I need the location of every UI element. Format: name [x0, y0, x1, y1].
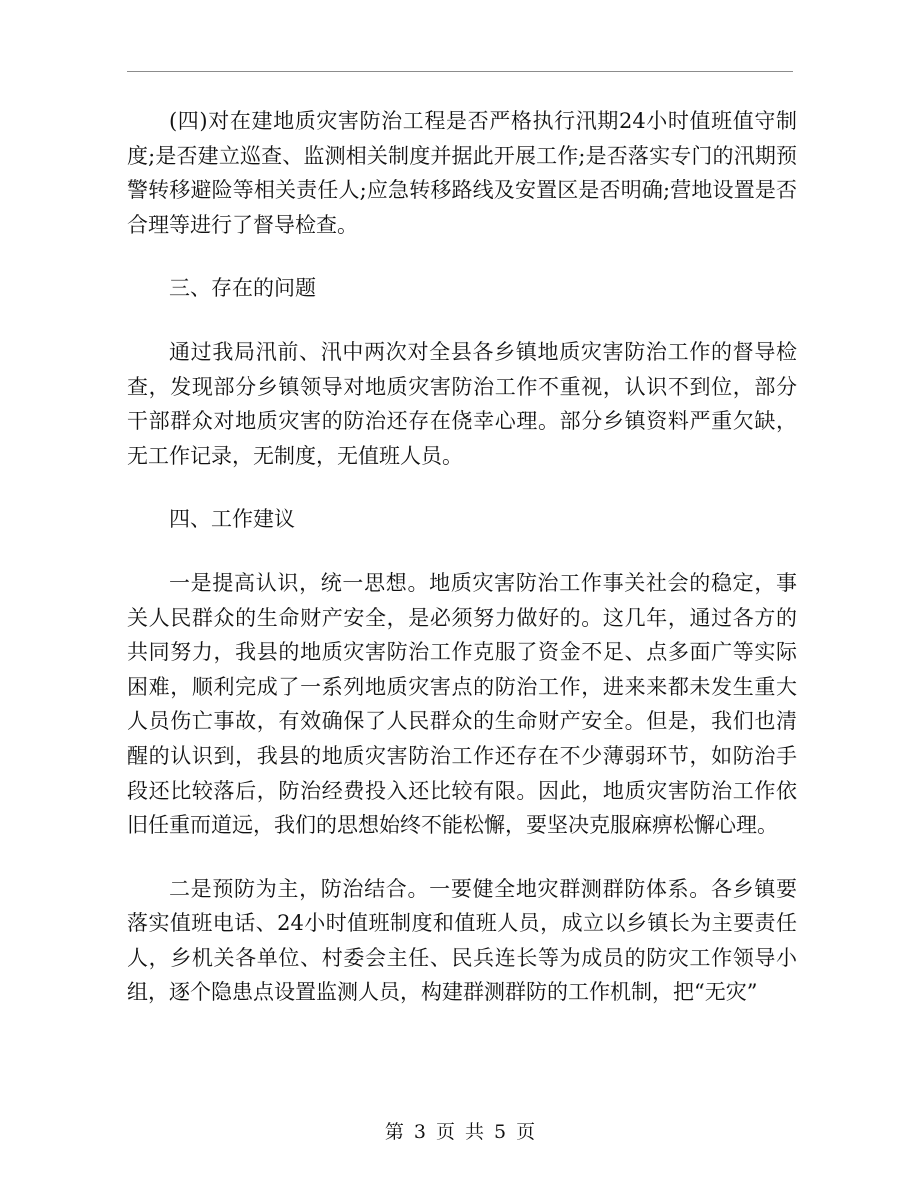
page-number-footer: 第 3 页 共 5 页 [384, 1121, 536, 1143]
paragraph-suggestion-2: 二是预防为主，防治结合。一要健全地灾群测群防体系。各乡镇要落实值班电话、24小时值班制度和值班人员，成立以乡镇长为主要责任人，乡机关各单位、村委会主任、民兵连长等为成员的防灾工作领导小组，逐个隐患点设置监测人员，构建群测群防的工作机制，把“无灾” [127, 876, 797, 1005]
section-heading-suggestions: 四、工作建议 [169, 507, 295, 532]
paragraph-inspection-4: (四)对在建地质灾害防治工程是否严格执行汛期24小时值班值守制度;是否建立巡查、监测相关制度并据此开展工作;是否落实专门的汛期预警转移避险等相关责任人;应急转移路线及安置区是否明确;营地设置是否合理等进行了督导检查。 [127, 109, 797, 237]
paragraph-suggestion-1: 一是提高认识，统一思想。地质灾害防治工作事关社会的稳定，事关人民群众的生命财产安全，是必须努力做好的。这几年，通过各方的共同努力，我县的地质灾害防治工作克服了资金不足、点多面广等实际困难，顺利完成了一系列地质灾害点的防治工作，进来来都未发生重大人员伤亡事故，有效确保了人民群众的生命财产安全。但是，我们也清醒的认识到，我县的地质灾害防治工作还存在不少薄弱环节，如防治手段还比较落后，防治经费投入还比较有限。因此，地质灾害防治工作依旧任重而道远，我们的思想始终不能松懈，要坚决克服麻痹松懈心理。 [127, 570, 797, 838]
section-heading-problems: 三、存在的问题 [169, 276, 316, 301]
header-rule [127, 71, 793, 72]
document-body [127, 104, 797, 1039]
paragraph-problems: 通过我局汛前、汛中两次对全县各乡镇地质灾害防治工作的督导检查，发现部分乡镇领导对地质灾害防治工作不重视，认识不到位，部分干部群众对地质灾害的防治还存在侥幸心理。部分乡镇资料严重欠缺，无工作记录，无制度，无值班人员。 [127, 339, 797, 468]
